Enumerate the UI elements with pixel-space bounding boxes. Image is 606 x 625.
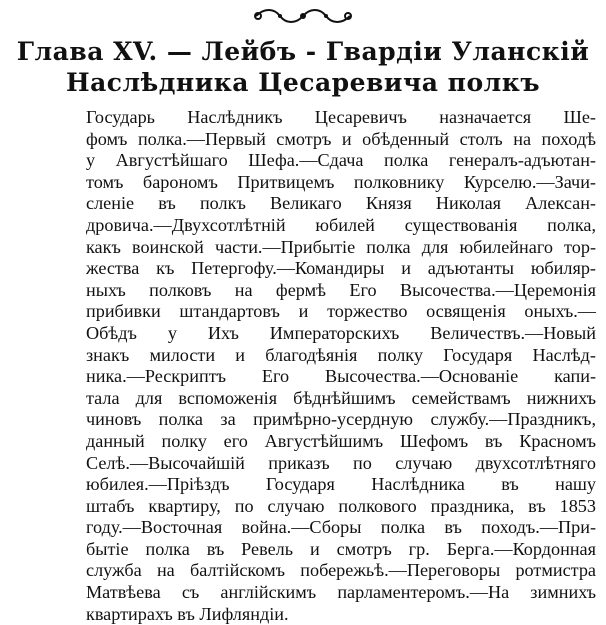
chapter-title	[0, 36, 606, 98]
summary-line: дровича.—Двухсотлѣтній юбилей существованія полка,	[86, 214, 596, 235]
summary-line: данный полку его Августѣйшимъ Шефомъ въ Красномъ	[86, 430, 596, 451]
summary-line: знакъ милости и благодѣянія полку Государя Наслѣд-	[86, 344, 596, 365]
summary-line: жества къ Петергофу.—Командиры и адъютанты юбиляр-	[86, 258, 596, 279]
summary-line: тала для вспоможенія бѣднѣйшимъ семействамъ нижнихъ	[86, 387, 596, 408]
summary-line: сленіе въ полкъ Великаго Князя Николая Алексан-	[86, 193, 596, 214]
chapter-title-line-1: Глава XV. — Лейбъ - Гвардіи Уланскій	[16, 37, 590, 66]
scroll-ornament-icon	[0, 2, 606, 30]
chapter-summary	[86, 107, 596, 625]
summary-line: ника.—Рескриптъ Его Высочества.—Основаніе капи-	[86, 366, 596, 387]
summary-line: Селѣ.—Высочайшій приказъ по случаю двухсотлѣтняго	[86, 452, 596, 473]
summary-line: у Августѣйшаго Шефа.—Сдача полка генералъ-адъютан-	[86, 150, 596, 171]
summary-line: томъ барономъ Притвицемъ полковнику Курселю.—Зачи-	[86, 171, 596, 192]
summary-line: фомъ полка.—Первый смотръ и обѣденный столъ на походѣ	[86, 128, 596, 149]
summary-line: какъ воинской части.—Прибытіе полка для юбилейнаго тор-	[86, 236, 596, 257]
summary-line: служба на балтійскомъ побережьѣ.—Переговоры ротмистра	[86, 560, 596, 581]
summary-line: Обѣдъ у Ихъ Императорскихъ Величествъ.—Новый	[86, 322, 596, 343]
summary-line: юбилея.—Пріѣздъ Государя Наслѣдника въ нашу	[86, 474, 596, 495]
chapter-title-line-2: Наслѣдника Цесаревича полкъ	[65, 68, 541, 97]
summary-line: квартирахъ въ Лифляндіи.	[86, 603, 289, 624]
summary-line: чиновъ полка за примѣрно-усердную службу.—Праздникъ,	[86, 409, 596, 430]
summary-line: году.—Восточная война.—Сборы полка въ походъ.—При-	[86, 517, 596, 538]
summary-line: ныхъ полковъ на фермѣ Его Высочества.—Церемонія	[86, 279, 596, 300]
summary-line: прибивки штандартовъ и торжество освященія оныхъ.—	[86, 301, 596, 322]
summary-line: Государь Наслѣдникъ Цесаревичъ назначается Ше-	[86, 107, 596, 127]
summary-line: штабъ квартиру, по случаю полкового праздника, въ 1853	[86, 495, 596, 516]
summary-line: Матвѣева съ англійскимъ парламентеромъ.—На зимнихъ	[86, 582, 596, 603]
summary-line: бытіе полка въ Ревель и смотръ гр. Берга.—Кордонная	[86, 538, 596, 559]
